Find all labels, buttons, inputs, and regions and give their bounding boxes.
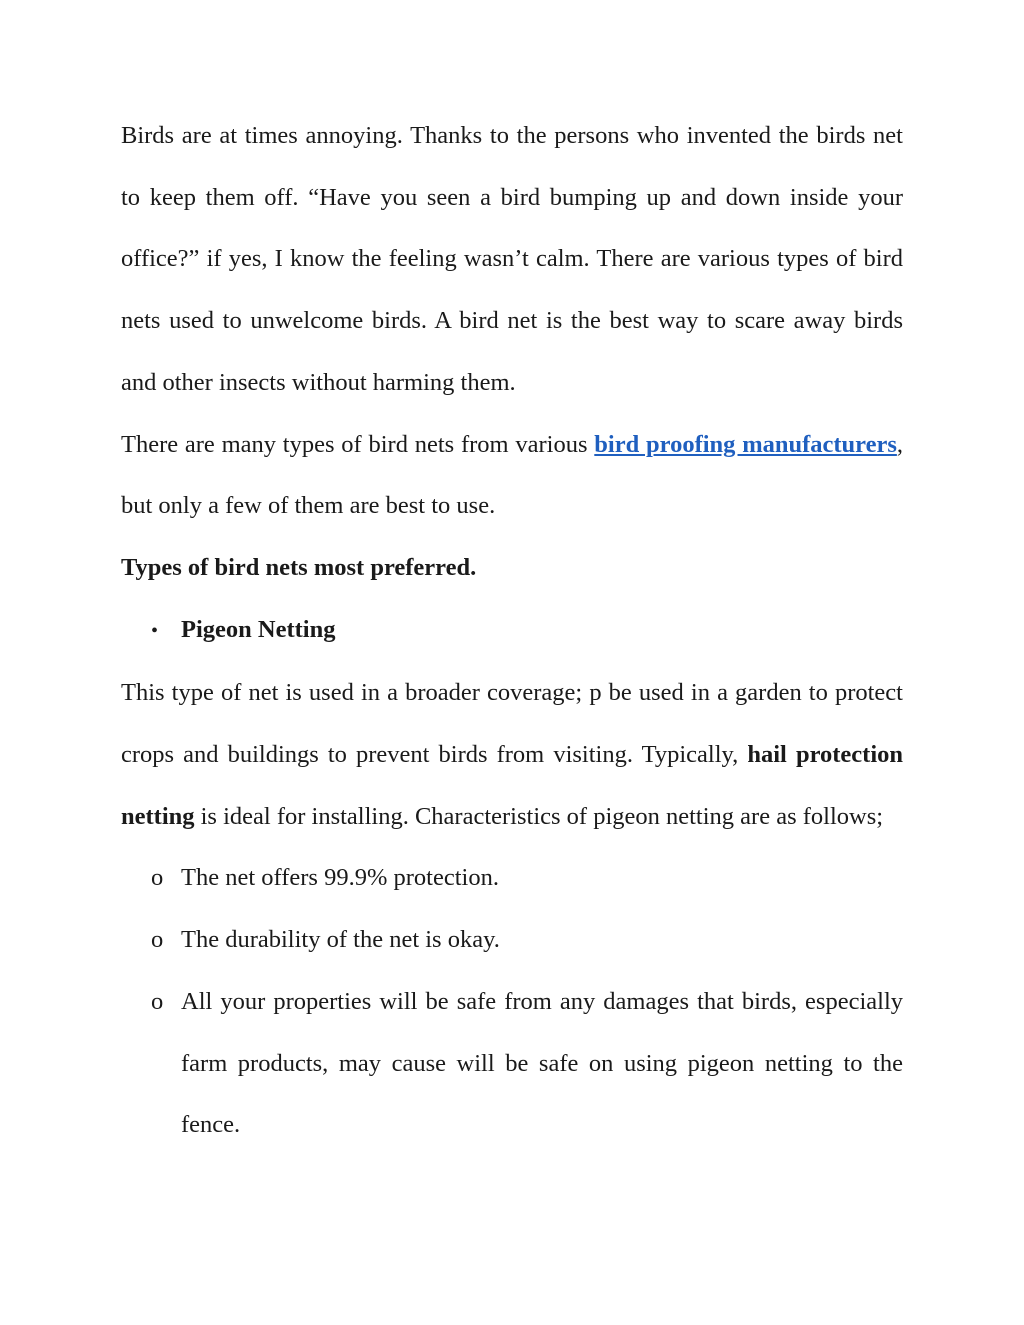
document-page (121, 105, 903, 1156)
intro-paragraph: Birds are at times annoying. Thanks to the persons who invented the birds net to keep them off. “Have you seen a bird bumping up and down inside your office?” if yes, I know the feeling wasn’t calm. There are various types of bird nets used to unwelcome birds. A bird net is the best way to scare away birds and other insects without harming them. (121, 122, 903, 396)
bird-proofing-manufacturers-link[interactable]: bird proofing manufacturers (594, 430, 897, 458)
bullet-icon: • (151, 619, 159, 642)
circle-bullet-icon: o (151, 864, 164, 892)
bullet-label: Pigeon Netting (181, 615, 336, 643)
characteristic-item (121, 909, 903, 971)
section-heading: Types of bird nets most preferred. (121, 553, 477, 581)
pigeon-netting-paragraph (121, 662, 903, 847)
characteristic-text: All your properties will be safe from any damages that birds, especially farm products, may cause will be safe on using pigeon netting to the fence. (181, 987, 903, 1139)
hail-protection-netting-text: hail protection netting (121, 741, 903, 830)
circle-bullet-icon: o (151, 926, 164, 954)
circle-bullet-icon: o (151, 987, 164, 1015)
manufacturers-text-before: There are many types of bird nets from various (121, 430, 595, 458)
pigeon-text-part1: This type of net is used in a broader coverage; p be used in a garden to protect crops and buildings to prevent birds from visiting. Typically, (121, 679, 903, 769)
characteristic-text: The durability of the net is okay. (181, 926, 500, 954)
pigeon-text-part2: is ideal for installing. Characteristics of pigeon netting are as follows; (194, 802, 884, 830)
characteristic-item (121, 971, 903, 1156)
manufacturers-text-after: , but only a few of them are best to use. (121, 430, 904, 520)
manufacturers-paragraph (121, 414, 903, 537)
characteristic-text: The net offers 99.9% protection. (181, 864, 499, 892)
characteristic-item (121, 847, 903, 909)
bullet-item-pigeon-netting (121, 599, 903, 663)
